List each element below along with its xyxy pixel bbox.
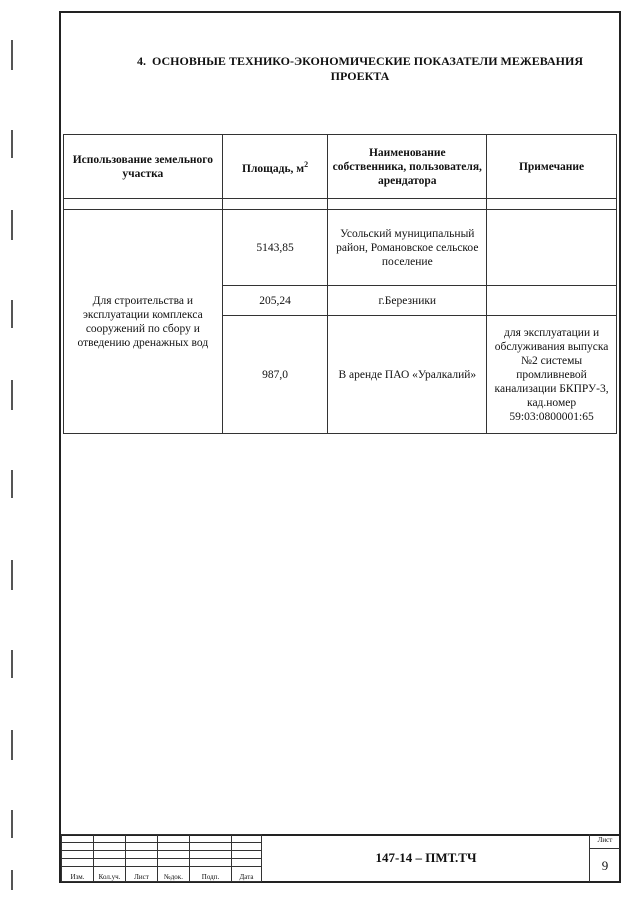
header-note: Примечание [487, 135, 617, 199]
heading-number: 4. [137, 54, 146, 68]
owner-cell: Усольский муниципальный район, Романовское сельское поселение [328, 210, 487, 286]
header-owner: Наименование собственника, пользователя, арендатора [328, 135, 487, 199]
binding-margin-marks [0, 0, 40, 905]
header-area: Площадь, $м^2$ [222, 135, 328, 199]
document-code: 147-14 – ПМТ.ТЧ [261, 834, 590, 882]
header-land-use: Использование земельного участка [64, 135, 223, 199]
title-block-stamp [61, 834, 619, 882]
area-cell: 987,0 [222, 316, 328, 434]
table-spacer-row [64, 199, 617, 210]
stamp-label-sheet: Лист [126, 867, 158, 882]
stamp-grid [61, 834, 262, 882]
note-cell [487, 286, 617, 316]
stamp-label-date: Дата [232, 867, 262, 882]
note-cell [487, 210, 617, 286]
stamp-label-doc: №док. [158, 867, 190, 882]
stamp-label-sign: Подп. [190, 867, 232, 882]
area-cell: 5143,85 [222, 210, 328, 286]
owner-cell: В аренде ПАО «Уралкалий» [328, 316, 487, 434]
sheet-label: Лист [597, 836, 613, 844]
land-use-cell: Для строительства и эксплуатации комплекса сооружений по сбору и отведению дренажных вод [64, 210, 223, 434]
table-row [64, 210, 617, 286]
heading-line-1: ОСНОВНЫЕ ТЕХНИКО-ЭКОНОМИЧЕСКИЕ ПОКАЗАТЕЛИ МЕЖЕВАНИЯ [152, 54, 583, 68]
stamp-label-change: Изм. [62, 867, 94, 882]
indicators-table [63, 134, 617, 434]
heading-line-2: ПРОЕКТА [330, 69, 390, 83]
sheet-number: 9 [590, 848, 620, 883]
owner-cell: г.Березники [328, 286, 487, 316]
area-cell: 205,24 [222, 286, 328, 316]
table-header-row [64, 135, 617, 199]
stamp-label-count: Кол.уч. [94, 867, 126, 882]
note-cell: для эксплуатации и обслуживания выпуска №2 системы промливневой канализации БКПРУ-3, кад.номер 59:03:0800001:65 [487, 316, 617, 434]
section-heading [100, 54, 620, 84]
sheet-box [589, 834, 620, 882]
